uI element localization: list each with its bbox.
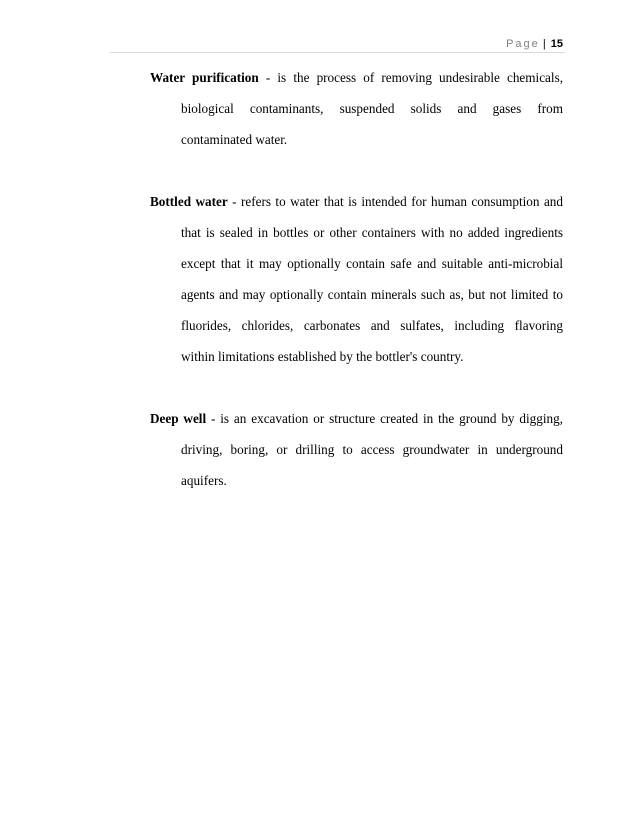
- definition-line: aquifers.: [181, 473, 227, 488]
- definition-water-purification: [150, 62, 563, 155]
- page-header: [506, 38, 563, 50]
- definition-deep-well: [150, 403, 563, 496]
- definition-line: within limitations established by the bottler's country.: [181, 349, 464, 364]
- page-number: 15: [550, 38, 563, 50]
- definition-line: driving, boring, or drilling to access groundwater in underground: [181, 442, 563, 457]
- definition-first-line: [150, 186, 563, 217]
- definition-term: Water purification: [150, 70, 259, 85]
- definition-line: biological contaminants, suspended solids and gases from: [181, 101, 563, 116]
- definition-line: that is sealed in bottles or other containers with no added ingredients: [181, 225, 563, 240]
- definition-bottled-water: [150, 186, 563, 372]
- definition-line: except that it may optionally contain safe and suitable anti-microbial: [181, 256, 563, 271]
- definition-term: Bottled water: [150, 194, 228, 209]
- page-label: Page: [506, 38, 540, 50]
- definition-text: - is an excavation or structure created in the ground by digging,: [206, 411, 563, 426]
- definition-first-line: [150, 403, 563, 434]
- definition-line: contaminated water.: [181, 132, 288, 147]
- header-divider: [110, 52, 565, 53]
- definition-term: Deep well: [150, 411, 207, 426]
- definition-line: fluorides, chlorides, carbonates and sulfates, including flavoring: [181, 318, 563, 333]
- definition-line: agents and may optionally contain minerals such as, but not limited to: [181, 287, 563, 302]
- definition-text: - refers to water that is intended for human consumption and: [227, 194, 563, 209]
- definition-first-line: [150, 62, 563, 93]
- definition-text: - is the process of removing undesirable chemicals,: [258, 70, 563, 85]
- page-separator: |: [542, 38, 546, 50]
- document-body: [150, 62, 563, 527]
